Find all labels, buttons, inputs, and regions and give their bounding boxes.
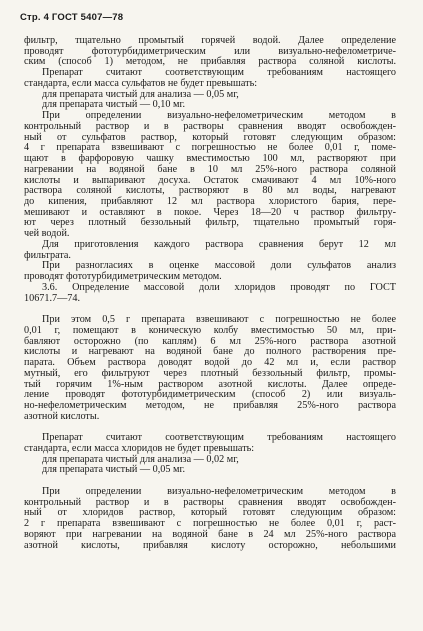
text-line: 0,01 г, помещают в коническую колбу вместимостью 50 мл, при- — [24, 324, 396, 336]
text-line: ским (способ 1) методом, не прибавляя раствора соляной кислоты. — [24, 56, 396, 68]
text-line: ют через плотный беззольный фильтр, тщательно промытый горя- — [24, 217, 396, 229]
text-line: Препарат считают соответствующим требованиям настоящего — [42, 432, 396, 444]
text-line: 3.6. Определение массовой доли хлоридов проводят по ГОСТ — [42, 281, 396, 293]
page-header: Стр. 4 ГОСТ 5407—78 — [20, 12, 124, 23]
text-line: ление проводят фототурбидиметрическим (способ 2) или визуаль- — [24, 389, 396, 401]
text-line: нагревании на водяной бане в 10 мл 25%-ного раствора соляной — [24, 163, 396, 175]
text-line: азотной кислоты, прибавляя кислоту осторожно, небольшими — [24, 539, 396, 551]
text-line: 4 г препарата взвешивают с погрешностью не более 0,01 г, поме- — [24, 142, 396, 154]
text-line: раствора соляной кислоты, растворяют в 80 мл воды, нагревают — [24, 185, 396, 197]
text-line: для препарата чистый — 0,05 мг. — [42, 464, 186, 476]
text-line: щают в фарфоровую чашку вместимостью 100 мл, растворяют при — [24, 153, 396, 165]
text-line: азотной кислоты. — [24, 410, 100, 422]
text-line: контрольный раствор и в растворы сравнения вводят освобожден- — [24, 120, 396, 132]
text-line: но-нефелометрическим методом, не прибавляя 25%-ного раствора — [24, 399, 396, 411]
text-line: чей водой. — [24, 228, 70, 240]
text-line: кислоты и нагревают на водяной бане до полного растворения пре- — [24, 346, 396, 358]
text-line: ный от сульфатов раствор, который готовят следующим образом: — [24, 131, 396, 143]
text-line: кислоты и выпаривают досуха. Остаток смачивают 4 мл 10%-ного — [24, 174, 396, 186]
text-line: стандарта, если масса хлоридов не будет превышать: — [24, 442, 255, 454]
text-line: При определении визуально-нефелометрическим методом в — [42, 110, 396, 122]
text-line: воряют при нагревании на водяной бане в 24 мл 25%-ного раствора — [24, 528, 396, 540]
document-body — [24, 36, 396, 551]
text-line: фильтр, тщательно промытый горячей водой. Далее определение — [24, 35, 396, 46]
text-line: для препарата чистый для анализа — 0,02 мг, — [42, 453, 239, 465]
text-line: При определении визуально-нефелометрическим методом в — [42, 485, 396, 497]
text-line: тый горячим 1%-ным раствором азотной кислоты. Далее опреде- — [24, 378, 396, 390]
text-line: При этом 0,5 г препарата взвешивают с погрешностью не более — [42, 314, 396, 326]
text-line: проводят фототурбидиметрическим методом. — [24, 271, 222, 283]
text-line: мешивают и оставляют в покое. Через 18—20 ч раствор фильтру- — [24, 206, 396, 218]
text-line: контрольный раствор и в растворы сравнения вводят освобожден- — [24, 496, 396, 508]
text-line: для препарата чистый — 0,10 мг. — [42, 99, 186, 111]
text-line: мутный, его фильтруют через плотный беззольный фильтр, промы- — [24, 367, 396, 379]
text-line: ный от хлоридов раствор, который готовят следующим образом: — [24, 507, 396, 519]
text-line: проводят фототурбидиметрическим или визуально-нефелометриче- — [24, 45, 396, 57]
text-line: фильтрата. — [24, 249, 71, 261]
text-line: стандарта, если масса сульфатов не будет превышать: — [24, 77, 258, 89]
text-line: При разногласиях в оценке массовой доли сульфатов анализ — [42, 260, 396, 272]
text-line: до кипения, прибавляют 12 мл раствора хлористого бария, пере- — [24, 196, 396, 208]
text-line: Для приготовления каждого раствора сравнения берут 12 мл — [42, 238, 396, 250]
text-line: для препарата чистый для анализа — 0,05 мг, — [42, 88, 239, 100]
text-line: бавляют осторожно (по каплям) 6 мл 25%-ного раствора азотной — [24, 335, 396, 347]
text-line: 2 г препарата взвешивают с погрешностью не более 0,01 г, раст- — [24, 518, 396, 530]
text-line: парата. Объем раствора доводят водой до 42 мл и, если раствор — [24, 357, 396, 369]
text-line: 10671.7—74. — [24, 292, 81, 304]
text-line: Препарат считают соответствующим требованиям настоящего — [42, 67, 396, 79]
